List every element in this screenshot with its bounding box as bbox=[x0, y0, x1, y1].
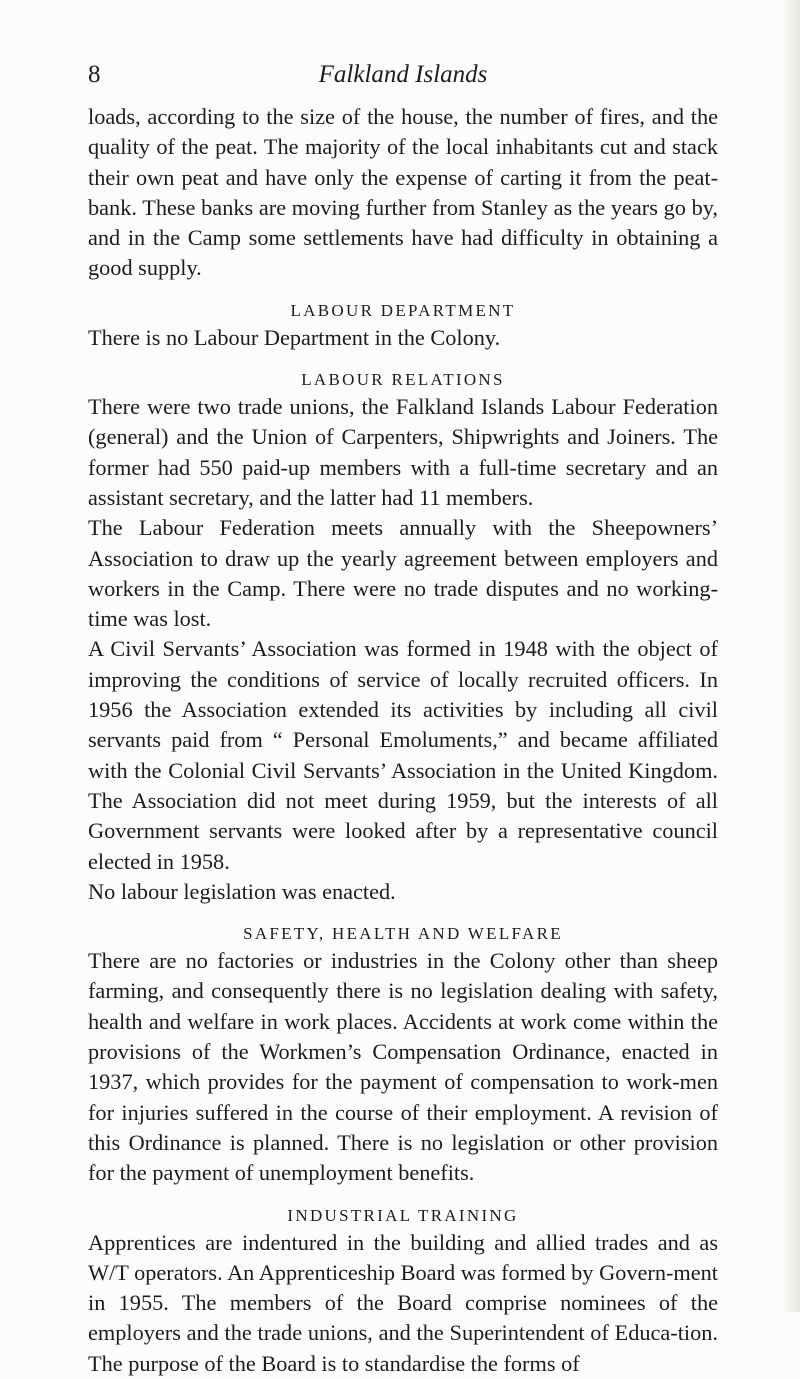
section-industrial-training bbox=[88, 1203, 718, 1379]
paragraph: Apprentices are indentured in the building and allied trades and as W/T operators. An Apprenticeship Board was formed by Govern-ment in 1955. The members of the Board comprise nominees of the employers and the trade unions, and the Superintendent of Educa-tion. The purpose of the Board is to standardise the forms of bbox=[88, 1229, 718, 1376]
paragraph: There were two trade unions, the Falkland Islands Labour Federation (general) and the Union of Carpenters, Shipwrights and Joiners. The former had 550 paid-up members with a full-time secretary and an assistant secretary, and the latter had 11 members. bbox=[88, 394, 718, 510]
section-heading: LABOUR DEPARTMENT bbox=[290, 300, 516, 320]
section-labour-relations bbox=[88, 367, 718, 907]
paragraph: A Civil Servants’ Association was formed in 1948 with the object of improving the conditions of service of locally recruited officers. In 1956 the Association extended its activities by including all civil servants paid from “ Personal Emoluments,” and became affiliated with the Colonial Civil Servants’ Association in the United Kingdom. The Association did not meet during 1959, but the interests of all Government servants were looked after by a representative council elected in 1958. bbox=[88, 636, 718, 874]
paragraph: The Labour Federation meets annually with the Sheepowners’ Association to draw up the yearly agreement between employers and workers in the Camp. There were no trade disputes and no working-time was lost. bbox=[88, 515, 718, 632]
section-heading: SAFETY, HEALTH AND WELFARE bbox=[243, 924, 563, 944]
page-number: 8 bbox=[88, 61, 101, 88]
running-header bbox=[88, 60, 718, 90]
section-heading: LABOUR RELATIONS bbox=[301, 370, 505, 390]
running-title: Falkland Islands bbox=[318, 61, 488, 88]
paragraph: There are no factories or industries in the Colony other than sheep farming, and consequently there is no legislation dealing with safety, health and welfare in work places. Accidents at work come within the provisions of the Workmen’s Compensation Ordinance, enacted in 1937, which provides for the payment of compensation to work-men for injuries suffered in the course of their employment. A revision of this Ordinance is planned. There is no legislation or other provision for the payment of unemployment benefits. bbox=[88, 948, 718, 1186]
document-page bbox=[88, 60, 718, 1379]
section-labour-department bbox=[88, 298, 718, 353]
paragraph: There is no Labour Department in the Colony. bbox=[88, 324, 501, 350]
intro-paragraph: loads, according to the size of the house, the number of fires, and the quality of the peat. The majority of the local inhabitants cut and stack their own peat and have only the expense of carting it from the peat-bank. These banks are moving further from Stanley as the years go by, and in the Camp some settlements have had difficulty in obtaining a good supply. bbox=[88, 104, 718, 281]
paragraph: No labour legislation was enacted. bbox=[88, 878, 396, 904]
section-safety-health-welfare bbox=[88, 921, 718, 1188]
section-heading: INDUSTRIAL TRAINING bbox=[287, 1205, 519, 1225]
scan-edge-shading bbox=[782, 0, 800, 1312]
